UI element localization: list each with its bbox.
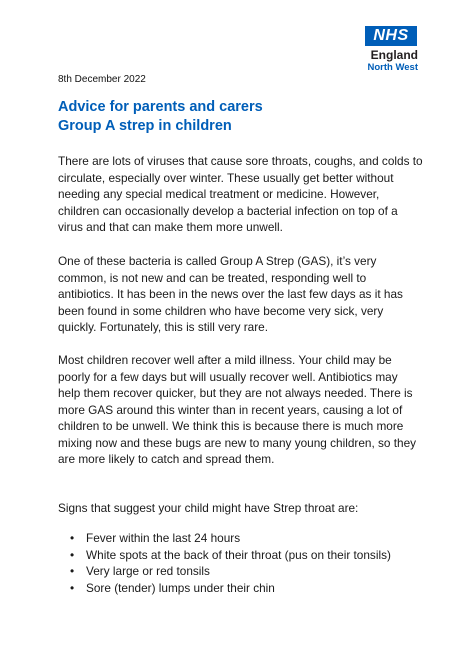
signs-list <box>70 530 430 596</box>
list-item: • Fever within the last 24 hours <box>70 530 430 547</box>
document-date: 8th December 2022 <box>58 74 146 85</box>
list-item: • White spots at the back of their throat (pus on their tonsils) <box>70 547 430 564</box>
logo-org-name: England <box>370 48 418 62</box>
nhs-england-logo <box>364 26 418 73</box>
nhs-badge: NHS <box>365 26 417 46</box>
list-item: • Sore (tender) lumps under their chin <box>70 580 430 597</box>
page-title <box>58 98 263 136</box>
logo-region: North West <box>367 62 418 73</box>
list-item: • Very large or red tonsils <box>70 563 430 580</box>
paragraph-intro: There are lots of viruses that cause sore throats, coughs, and colds to circulate, especially over winter. These usually get better without needing any special medical treatment or medicine. However, children can occasionally develop a bacterial infection on top of a virus and that can make them more unwell. <box>58 154 423 234</box>
paragraph-gas: One of these bacteria is called Group A Strep (GAS), it’s very common, is not new and can be treated, responding well to antibiotics. It has been in the news over the last few days as it has been found in some children who have become very sick, very quickly. Fortunately, this is still very rare. <box>58 254 403 334</box>
paragraph-signs-intro: Signs that suggest your child might have Strep throat are: <box>58 501 359 515</box>
title-line-1: Advice for parents and carers <box>58 99 263 115</box>
title-line-2: Group A strep in children <box>58 118 232 134</box>
paragraph-recovery: Most children recover well after a mild illness. Your child may be poorly for a few days but will usually recover well. Antibiotics may help them recover quicker, but they are not always needed. There is more GAS around this winter than in recent years, causing a lot of children to be unwell. We think this is because there is much more mixing now and these bugs are new to many young children, so they are more likely to catch and spread them. <box>58 353 417 466</box>
